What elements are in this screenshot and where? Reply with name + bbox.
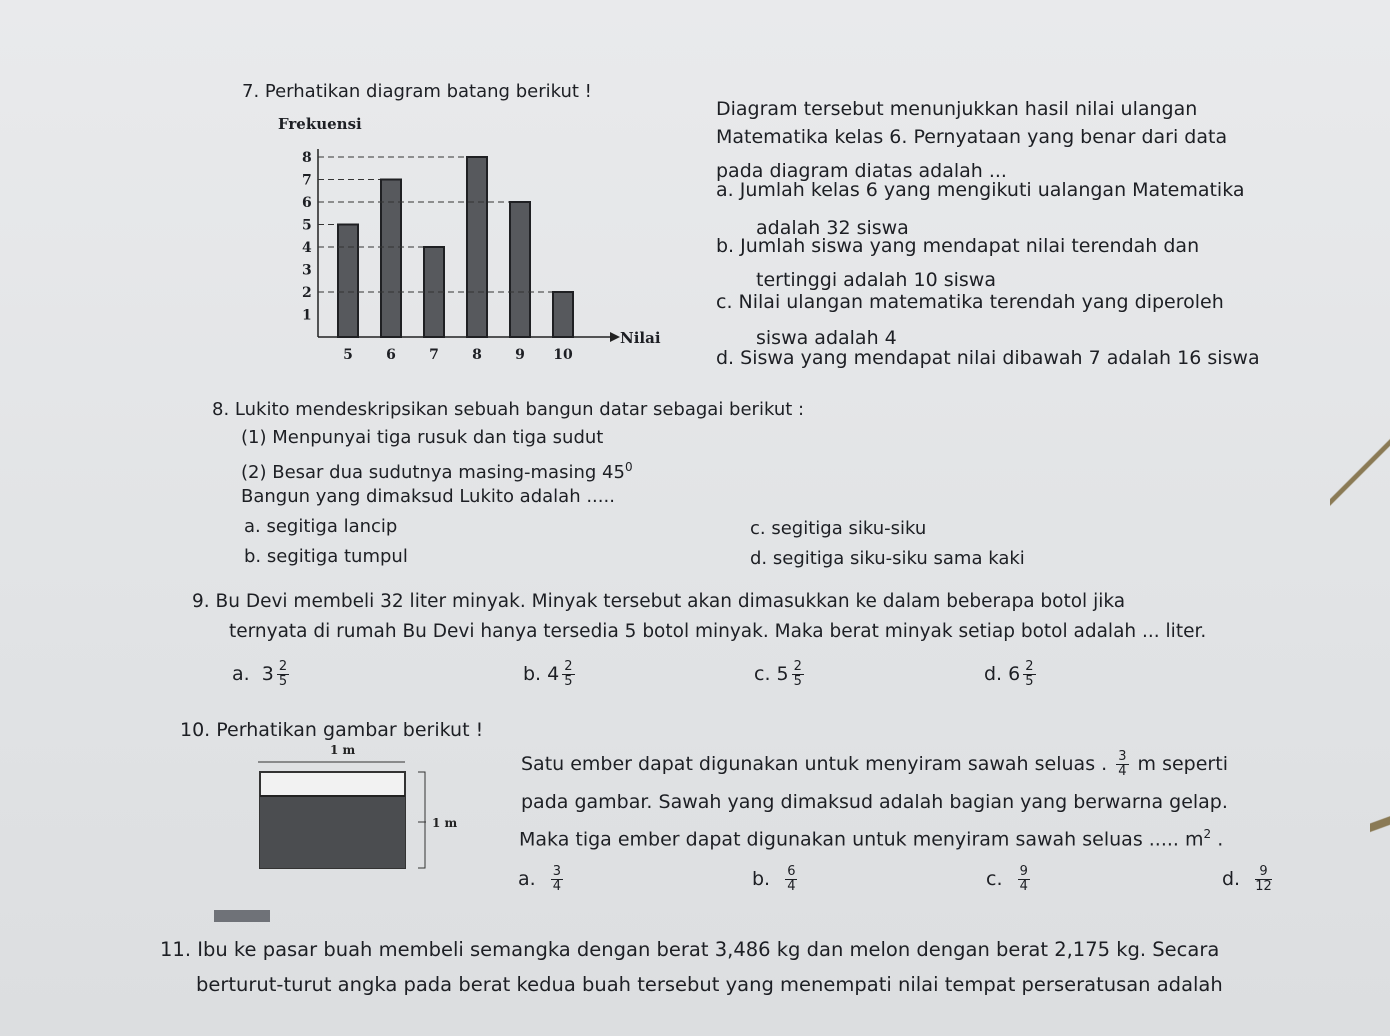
x-axis-label: Nilai	[620, 329, 661, 347]
x-tick-label: 8	[472, 347, 482, 363]
q7-option-b-line-1: b. Jumlah siswa yang mendapat nilai terendah dan	[716, 235, 1200, 257]
q7-desc-line-1: Diagram tersebut menunjukkan hasil nilai ulangan	[716, 98, 1198, 120]
y-tick-label: 5	[302, 217, 312, 234]
q7-title: 7. Perhatikan diagram batang berikut !	[242, 81, 592, 102]
x-tick-label: 9	[515, 347, 525, 363]
q10-option-b: b. $\frac{6}{4}$	[752, 864, 796, 894]
q7-option-c-line-1: c. Nilai ulangan matematika terendah yang diperoleh	[716, 291, 1224, 313]
pencil-edge	[1330, 420, 1390, 530]
fig-side-label: 1 m	[432, 816, 458, 830]
y-tick-label: 6	[302, 195, 312, 211]
q10-option-c: c. $\frac{9}{4}$	[986, 864, 1028, 894]
x-axis-arrow	[610, 332, 620, 342]
y-axis-label: Frekuensi	[278, 115, 362, 133]
q10-title: 10. Perhatikan gambar berikut !	[180, 719, 484, 741]
bar-5	[338, 225, 358, 338]
field-figure	[250, 742, 480, 877]
q8-option-a: a. segitiga lancip	[244, 516, 398, 537]
fig-side-bracket	[418, 772, 425, 868]
q7-option-a-line-2: adalah 32 siswa	[756, 217, 909, 239]
q7-desc-line-2: Matematika kelas 6. Pernyataan yang benar dari data	[716, 126, 1228, 148]
pencil-edge-lower	[1370, 800, 1390, 850]
q9-line-2: ternyata di rumah Bu Devi hanya tersedia 5 botol minyak. Maka berat minyak setiap botol adalah ... liter.	[229, 621, 1207, 642]
q9-line-1: 9. Bu Devi membeli 32 liter minyak. Minyak tersebut akan dimasukkan ke dalam beberapa botol jika	[192, 591, 1126, 612]
x-tick-label: 7	[429, 347, 439, 363]
q9-option-c: c. 5 $\frac{2}{5}$	[754, 659, 802, 689]
q8-option-c: c. segitiga siku-siku	[750, 518, 927, 539]
q7-option-c-line-2: siswa adalah 4	[756, 327, 897, 349]
y-tick-label: 3	[302, 262, 312, 279]
bar-8	[467, 157, 487, 337]
y-tick-label: 8	[302, 150, 312, 166]
q10-line-2: pada gambar. Sawah yang dimaksud adalah bagian yang berwarna gelap.	[521, 791, 1228, 813]
bar-10	[553, 292, 573, 337]
q8-option-d: d. segitiga siku-siku sama kaki	[750, 548, 1025, 569]
q8-item-1: (1) Menpunyai tiga rusuk dan tiga sudut	[241, 427, 604, 448]
q7-option-a-line-1: a. Jumlah kelas 6 yang mengikuti ualangan Matematika	[716, 179, 1245, 201]
bar-9	[510, 202, 530, 337]
q8-option-b: b. segitiga tumpul	[244, 546, 408, 567]
q7-desc-line-3: pada diagram diatas adalah ...	[716, 160, 1007, 182]
y-tick-label: 4	[302, 240, 312, 256]
q11-line-2: berturut-turut angka pada berat kedua buah tersebut yang menempati nilai tempat perseratusan adalah	[196, 973, 1223, 996]
y-tick-label: 2	[302, 285, 312, 301]
q9-option-a: a. 3 $\frac{2}{5}$	[232, 659, 288, 689]
x-tick-label: 10	[553, 347, 573, 363]
y-tick-label: 1	[302, 307, 312, 324]
q9-option-b: b. 4 $\frac{2}{5}$	[523, 659, 573, 689]
bar-chart	[230, 105, 670, 375]
bar-6	[381, 180, 401, 338]
q10-line-3: Maka tiga ember dapat digunakan untuk menyiram sawah seluas ..... $m^2$ .	[519, 827, 1224, 851]
q9-option-d: d. 6 $\frac{2}{5}$	[984, 659, 1034, 689]
ink-mark	[214, 910, 270, 922]
x-tick-label: 6	[386, 347, 396, 363]
q10-option-a: a. $\frac{3}{4}$	[518, 864, 562, 894]
y-tick-label: 7	[302, 172, 312, 189]
q8-title: 8. Lukito mendeskripsikan sebuah bangun datar sebagai berikut :	[212, 399, 805, 420]
q7-option-d: d. Siswa yang mendapat nilai dibawah 7 adalah 16 siswa	[716, 347, 1260, 369]
q8-question: Bangun yang dimaksud Lukito adalah .....	[241, 486, 615, 507]
fig-top-label: 1 m	[330, 743, 356, 757]
q7-option-b-line-2: tertinggi adalah 10 siswa	[756, 269, 996, 291]
x-tick-label: 5	[343, 347, 353, 363]
field-dark-area	[260, 796, 405, 868]
q10-line-1: Satu ember dapat digunakan untuk menyiram sawah seluas . $\frac{3}{4}$ m seperti	[521, 749, 1228, 779]
q11-line-1: 11. Ibu ke pasar buah membeli semangka dengan berat 3,486 kg dan melon dengan berat 2,175 kg. Secara	[160, 938, 1220, 961]
q10-option-d: d. $\frac{9}{12}$	[1222, 864, 1272, 894]
q8-item-2: (2) Besar dua sudutnya masing-masing $45^0$	[241, 460, 633, 483]
